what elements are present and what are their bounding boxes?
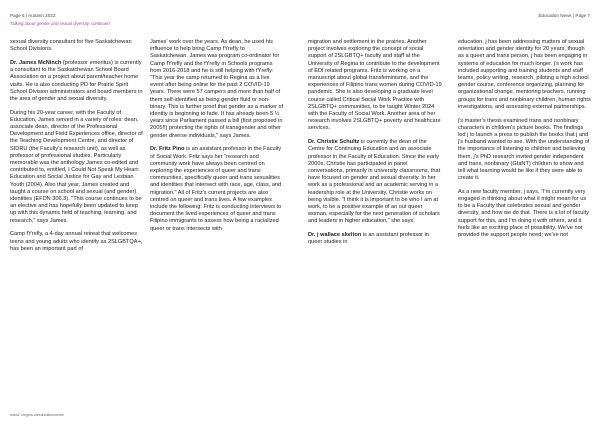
- person-name: Dr. Christie Schultz: [308, 139, 360, 146]
- column-4: [458, 39, 592, 246]
- person-name: Dr. Fritz Pino: [150, 146, 185, 153]
- paragraph: [150, 39, 284, 140]
- paragraph: [10, 39, 144, 53]
- person-name: Dr. j wallace skelton: [308, 232, 362, 239]
- paragraph-text: (professor emeritus) is currently a consultant to the Saskatchewan School Board Association on a project about parent/teacher home visits. He is also conducting PD for Prairie Spirit School Division administrators and board members in the area of gender and sexual diversity.: [10, 59, 143, 102]
- paragraph: [10, 231, 144, 253]
- paragraph-text: Camp fYrefly, a 4-day annual retreat that welcomes teens and young adults who identify as 2SLGBTQA+, has been an important part of: [10, 231, 143, 252]
- paragraph-text: is an assistant professor in queer studies in: [308, 232, 429, 246]
- header-page-right: Education News | Page 7: [538, 13, 590, 18]
- column-1: [10, 39, 144, 259]
- paragraph-text: sexual diversity consultant for five Saskatchewan School Divisions.: [10, 39, 132, 53]
- column-2: [150, 39, 284, 239]
- paragraph: [10, 60, 144, 103]
- paragraph-text: migration and settlement in the prairies. Another project involves exploring the concept of social support of 2SLGBTQ+ faculty and staff at the University of Regina to contribute to the development of EDI related programs. Fritz is working on a manuscript about global transfeminisms, and the experiences of Filipino trans women during COVID-19 pandemic. She is also developing a graduate level course called Critical Social Work Practice with 2SLGBTQ+ communities, to be taught Winter 2024 with the Faculty of Social Work. Another area of her research involves 2SLGBTQ+ poverty and healthcare services.: [308, 39, 442, 132]
- paragraph-text: is an assistant professor in the Faculty of Social Work. Fritz says her "research and community work have always been centred on exploring the experiences of queer and trans communities, specifically queer and trans sexualities and identities that intersect with race, age, class, and migration." All of Fritz's current projects are also centred on queer and trans lives. A few examples include the following: Fritz is conducting interviews to document the lived experiences of queer and trans Filipino immigrants to assess how being a racialized queer or trans intersects with: [150, 146, 282, 232]
- paragraph: [458, 189, 592, 239]
- header-continued-subtitle: Talking about gender and sexual diversity, continued: [10, 21, 110, 26]
- paragraph-text: is currently the dean of the Centre for Continuing Education and an associate professor in the Faculty of Education. Since the early 2000s, Christie has participated in panel conversations, primarily in university classrooms, that have focused on gender and sexual diversity. In her work as a professional and an academic serving in a leadership role at the University, Christie works on being visible. "I think it is important to be who I am at work, to be a positive example of an out queer woman, especially for the next generation of scholars and leaders in higher education," she says.: [308, 139, 441, 225]
- paragraph: [458, 118, 592, 183]
- paragraph: [308, 39, 442, 133]
- footer-url: www2.uregina.ca/education/news: [10, 413, 64, 417]
- column-3: [308, 39, 442, 253]
- paragraph-text: education. j has been addressing matters of sexual orientation and gender identity for 20 years, though as a queer and trans person, j has been engaging in systems of education for much longer. j's work has included supporting and training students and staff teams, policy writing, research, piloting a high school gender course, conference organizing, planning for organizational change, mentoring teachers, running groups for trans and nonbinary children, human rights investigations, and assessing external partnerships.: [458, 39, 591, 110]
- paragraph-text: As a new faculty member, j says, "I'm currently very engaged in thinking about what it might mean for us to be a Faculty that celebrates sexual and gender diversity, and how we do that. There is a lot of faculty support for this, and I'm doing it with others, and it feels like an exciting place of possibility. We've not provided the support people need; we've not: [458, 188, 590, 239]
- person-name: Dr. James McNinch: [10, 59, 62, 66]
- paragraph: [10, 110, 144, 225]
- paragraph: [308, 232, 442, 246]
- paragraph: [150, 146, 284, 232]
- paragraph-text: During his 20-year career, with the Faculty of Education, James served in a variety of roles: dean, associate dean, director of the Professional Development and Field Experiences office, director of the Teaching Development Centre, and director of SIDRU (the Faculty's research unit), as well as professor of professional studies. Particularly memorable was the anthology James co-edited and contributed to, entitled, I Could Not Speak My Heart: Education and Social Justice for Gay and Lesbian Youth (2004). Also that year, James created and taught a course on school and sexual (and gender) identities (EFDN 306.3). "This course continues to be an elective and has hopefully been updated to keep up with this dynamic field of teaching, learning, and research," says James.: [10, 109, 143, 224]
- paragraph-text: James' work over the years. As dean, he used his influence to help bring Camp fYrefly to Saskatchewan. James was program co-ordinator for Camp fYrefly and the fYrefly in Schools programs from 2016-2018 and he is still helping with fYrefly: "This year the camp returned to Regina as a live event after being online for the past 2 COVID-19 years. There were 57 campers and more than half of them self-identified as being gender fluid or non-binary. This is further proof that gender as a marker of identity is beginning to fade. It has already been 5 ½ years since Parliament passed a bill (first proposed in 2005!!) protecting the rights of transgender and other gender diverse individuals," says James.: [150, 39, 284, 139]
- header-page-left: Page 6 | Autumn 2022: [10, 13, 56, 18]
- paragraph: [458, 39, 592, 111]
- paragraph-text: j's master's thesis examined trans and nonbinary characters in children's picture books. The findings led j to launch a press to publish the books that j and j's husband wanted to see. With the understanding of the importance of listening to children and believing them, j's PhD research invited gender independent and trans, nonbinary (GIaNT) children to show and tell what learning would be like if they were able to create it.: [458, 117, 590, 182]
- paragraph: [308, 139, 442, 225]
